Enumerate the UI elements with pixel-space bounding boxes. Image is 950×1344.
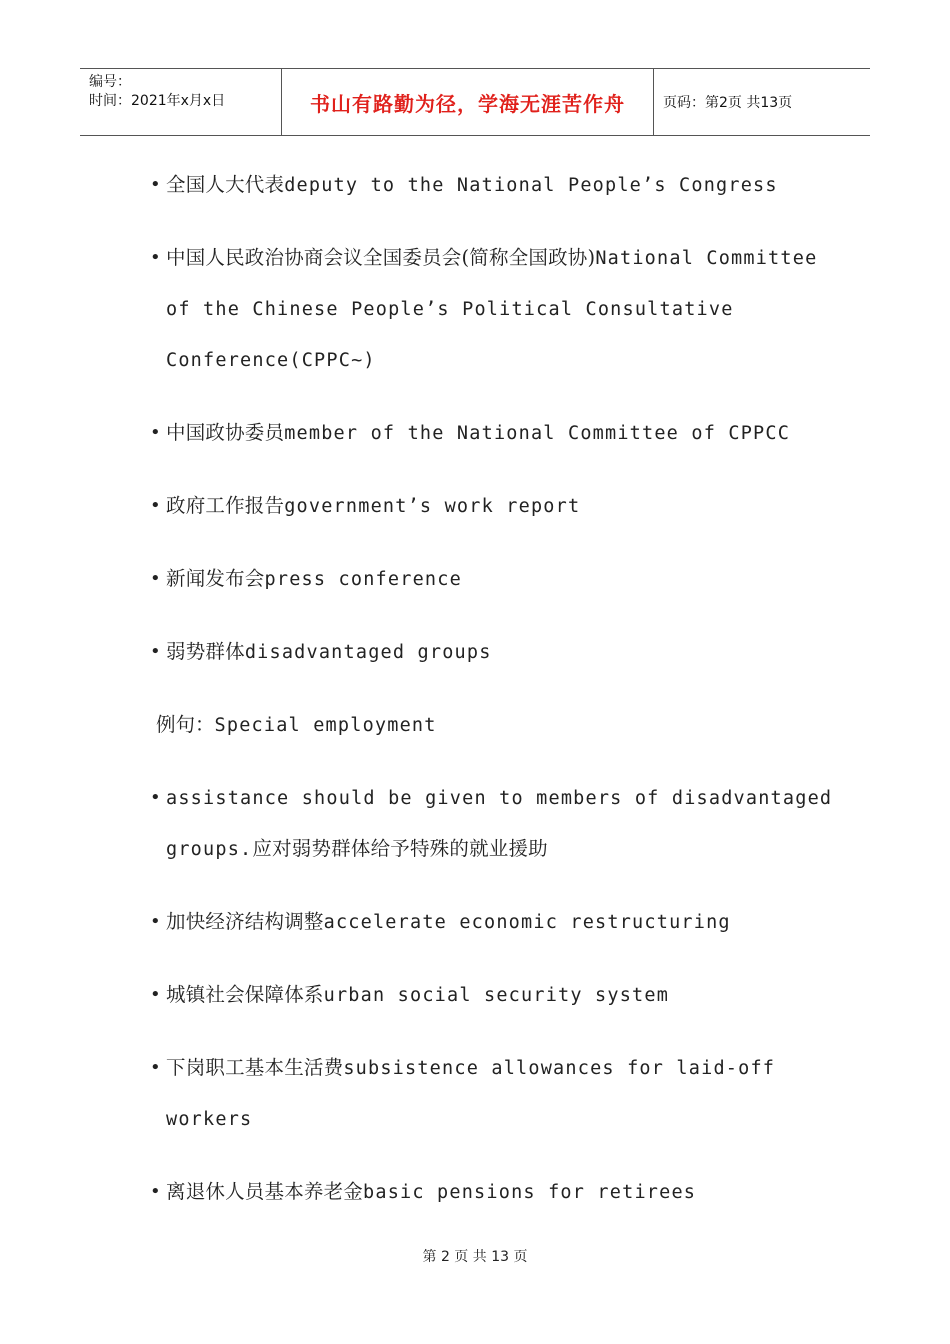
bullet: • xyxy=(150,787,161,808)
bullet: • xyxy=(150,422,161,443)
page-footer xyxy=(0,1246,950,1266)
header-meta xyxy=(80,69,281,135)
term-chinese: 中国人民政治协商会议全国委员会(简称全国政协) xyxy=(166,246,596,269)
bullet: • xyxy=(150,174,161,195)
term-chinese: 加快经济结构调整 xyxy=(166,910,324,933)
bullet: • xyxy=(150,1181,161,1202)
list-item xyxy=(150,481,840,532)
term-chinese: 弱势群体 xyxy=(166,640,245,663)
list-item xyxy=(150,627,840,678)
bullet: • xyxy=(150,984,161,1005)
document-number-label: 编号： xyxy=(89,74,131,90)
term-chinese: 新闻发布会 xyxy=(166,567,265,590)
list-item xyxy=(150,1167,840,1218)
list-item xyxy=(150,408,840,459)
term-chinese: 离退休人员基本养老金 xyxy=(166,1180,364,1203)
term-english: urban social security system xyxy=(323,985,670,1006)
list-item xyxy=(150,160,840,211)
footer-page-number: 第 2 页 共 13 页 xyxy=(422,1249,528,1265)
term-english: subsistence allowances for laid-off workers xyxy=(166,1058,776,1130)
term-english: government’s work report xyxy=(284,496,581,517)
document-date: 时间：2021年x月x日 xyxy=(89,93,226,109)
header-motto-cell xyxy=(281,69,654,135)
bullet: • xyxy=(150,641,161,662)
example-sentence xyxy=(156,700,840,751)
list-item xyxy=(150,970,840,1021)
list-item xyxy=(150,1043,840,1145)
term-english: member of the National Committee of CPPCC xyxy=(284,423,791,444)
term-english: disadvantaged groups xyxy=(244,642,492,663)
list-item xyxy=(150,773,840,875)
header-page-info: 页码：第2页 共13页 xyxy=(663,95,793,111)
example-label: 例句： xyxy=(156,713,215,736)
bullet: • xyxy=(150,1057,161,1078)
bullet: • xyxy=(150,247,161,268)
header-motto: 书山有路勤为径，学海无涯苦作舟 xyxy=(310,91,625,116)
term-english: assistance should be given to members of disadvantaged groups. xyxy=(166,788,833,860)
list-item xyxy=(150,897,840,948)
term-english: accelerate economic restructuring xyxy=(323,912,731,933)
bullet: • xyxy=(150,495,161,516)
term-chinese: 下岗职工基本生活费 xyxy=(166,1056,344,1079)
bullet: • xyxy=(150,568,161,589)
list-item xyxy=(150,233,840,386)
term-english: basic pensions for retirees xyxy=(363,1182,697,1203)
header-page-info-cell xyxy=(654,69,870,135)
term-chinese: 政府工作报告 xyxy=(166,494,285,517)
document-body xyxy=(150,160,840,1240)
term-chinese: 中国政协委员 xyxy=(166,421,285,444)
term-english: National Committee of the Chinese People’s Political Consultative Conference(CPPC~) xyxy=(166,248,818,371)
term-english: deputy to the National People’s Congress xyxy=(284,175,778,196)
list-item xyxy=(150,554,840,605)
term-chinese: 应对弱势群体给予特殊的就业援助 xyxy=(252,837,548,860)
term-chinese: 全国人大代表 xyxy=(166,173,285,196)
bullet: • xyxy=(150,911,161,932)
term-english: press conference xyxy=(264,569,462,590)
term-chinese: 城镇社会保障体系 xyxy=(166,983,324,1006)
page-header xyxy=(80,68,870,136)
example-text: Special employment xyxy=(214,715,437,736)
